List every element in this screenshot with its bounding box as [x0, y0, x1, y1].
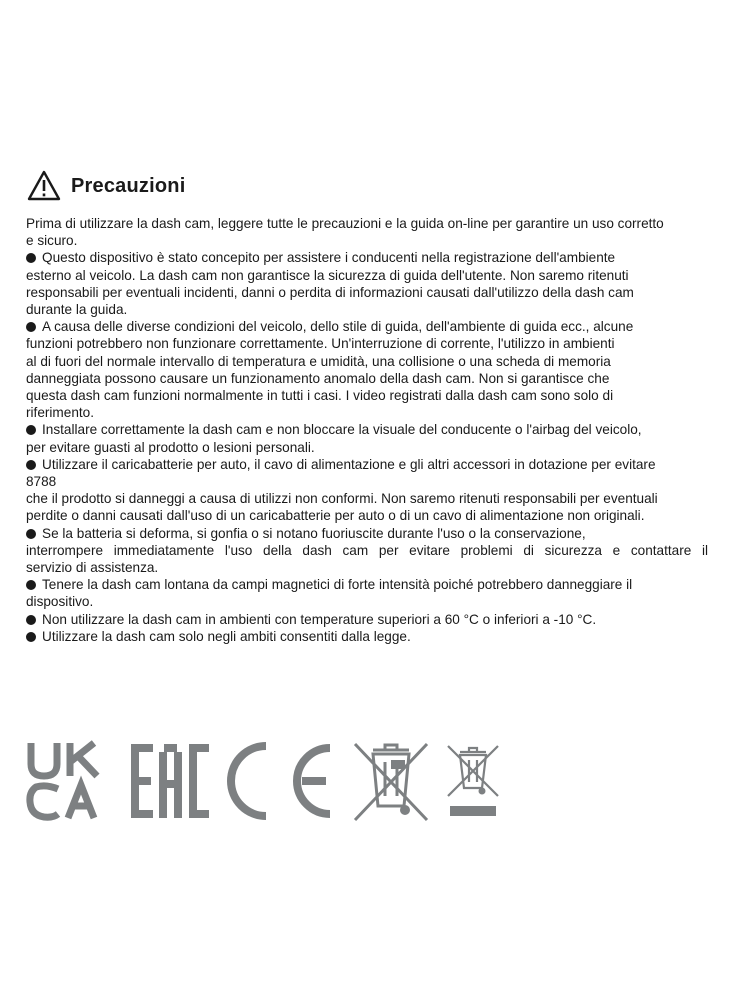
- text-line: dispositivo.: [26, 594, 94, 610]
- ce-text: CE: [226, 740, 228, 741]
- text-line: funzioni potrebbero non funzionare correttamente. Un'interruzione di corrente, l'utilizzo in ambienti: [26, 336, 615, 352]
- section-heading: [27, 170, 185, 202]
- text-line: Tenere la dash cam lontana da campi magnetici di forte intensità poiché potrebbero danneggiare il: [42, 577, 633, 593]
- precautions-body: [26, 215, 708, 645]
- text-line: durante la guida.: [26, 302, 128, 318]
- list-item: [26, 456, 708, 525]
- text-line: servizio di assistenza.: [26, 560, 159, 576]
- text-line: esterno al veicolo. La dash cam non garantisce la sicurezza di guida dell'utente. Non saremo ritenuti: [26, 267, 629, 283]
- text-line: A causa delle diverse condizioni del veicolo, dello stile di guida, dell'ambiente di guida ecc., alcune: [42, 319, 634, 335]
- text-line: Se la batteria si deforma, si gonfia o si notano fuoriuscite durante l'uso o la conservazione,: [42, 525, 586, 541]
- text-line: perdite o danni causati dall'uso di un caricabatterie per auto o di un cavo di alimentazione non originali.: [26, 508, 645, 524]
- weee-bin-small-icon: [444, 740, 502, 824]
- text-line: Utilizzare il caricabatterie per auto, il cavo di alimentazione e gli altri accessori in dotazione per evitare: [42, 456, 656, 472]
- text-line: e sicuro.: [26, 233, 78, 249]
- bullet-icon: [26, 253, 36, 263]
- text-line: Non utilizzare la dash cam in ambienti con temperature superiori a 60 °C o inferiori a -10 °C.: [42, 611, 597, 627]
- bullet-icon: [26, 322, 36, 332]
- text-line: per evitare guasti al prodotto o lesioni personali.: [26, 439, 315, 455]
- page-title: Precauzioni: [71, 174, 186, 197]
- text-line: che il prodotto si danneggi a causa di utilizzi non conformi. Non saremo ritenuti responsabili per eventuali: [26, 491, 658, 507]
- ukca-mark-icon: [26, 740, 106, 822]
- bullet-icon: [26, 460, 36, 470]
- eac-text: EAC: [128, 740, 131, 741]
- warning-triangle-icon: [27, 170, 61, 202]
- list-item: [26, 525, 708, 577]
- text-line: questa dash cam funzioni normalmente in tutti i casi. I video registrati dalla dash cam sono solo di: [26, 388, 614, 404]
- list-item: [26, 628, 708, 645]
- list-item: [26, 249, 708, 318]
- text-line: 8788: [26, 474, 57, 490]
- text-line: Utilizzare la dash cam solo negli ambiti consentiti dalla legge.: [42, 628, 411, 644]
- bullet-icon: [26, 529, 36, 539]
- eac-mark-icon: [128, 740, 210, 822]
- text-line: interrompere immediatamente l'uso della dash cam per evitare problemi di sicurezza e contattare il: [26, 542, 708, 558]
- text-line: Questo dispositivo è stato concepito per assistere i conducenti nella registrazione dell'ambiente: [42, 250, 616, 266]
- list-item: [26, 421, 708, 455]
- ce-mark-icon: [226, 740, 338, 822]
- bullet-icon: [26, 632, 36, 642]
- text-line: riferimento.: [26, 405, 94, 421]
- text-line: responsabili per eventuali incidenti, danni o perdita di informazioni causati dall'utilizzo della dash cam: [26, 284, 634, 300]
- text-line: danneggiata possono causare un funzionamento anomalo della dash cam. Non si garantisce che: [26, 370, 610, 386]
- intro-paragraph: [26, 215, 708, 249]
- list-item: [26, 611, 708, 628]
- bullet-icon: [26, 425, 36, 435]
- weee-bin-icon: [351, 740, 431, 824]
- text-line: Prima di utilizzare la dash cam, leggere tutte le precauzioni e la guida on-line per garantire un uso corretto: [26, 216, 664, 231]
- text-line: al di fuori del normale intervallo di temperatura e umidità, una collisione o una scheda di memoria: [26, 353, 611, 369]
- bullet-icon: [26, 615, 36, 625]
- certification-marks: [26, 740, 506, 830]
- list-item: [26, 576, 708, 610]
- ukca-text: UKCA: [26, 740, 29, 741]
- text-line: Installare correttamente la dash cam e non bloccare la visuale del conducente o l'airbag del veicolo,: [42, 422, 642, 438]
- list-item: [26, 318, 708, 421]
- bullet-icon: [26, 580, 36, 590]
